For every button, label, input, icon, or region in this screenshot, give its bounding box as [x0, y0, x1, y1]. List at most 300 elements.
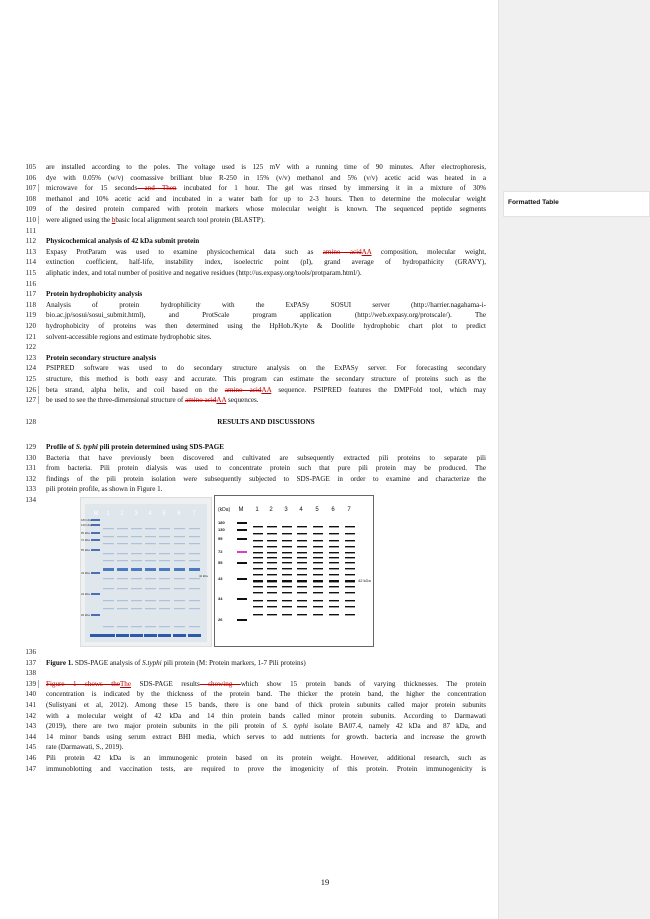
diagram-marker-band — [237, 538, 247, 540]
diagram-band — [282, 614, 292, 615]
deleted-text: Figure 1 shows the — [46, 679, 120, 688]
text-run: beta strand, alpha helix, and coil based on the — [46, 385, 225, 394]
text-run: pili protein profile, as shown in Figure 1. — [46, 485, 163, 494]
diagram-band — [329, 614, 339, 615]
sample-band — [117, 588, 128, 589]
deleted-text: showing — [199, 679, 241, 688]
diagram-band — [329, 586, 339, 587]
text-run: 14 minor bands using serum extract BHI media, which serves to add nutrients for growth. bacteria and increase the growth — [46, 732, 486, 741]
diagram-band — [267, 586, 277, 587]
text-line — [46, 463, 486, 474]
sample-band — [145, 588, 156, 589]
diagram-band — [329, 540, 339, 541]
line-number: 113 — [25, 247, 36, 256]
text-run: RESULTS AND DISCUSSIONS — [217, 418, 315, 426]
diagram-marker-label: 95 — [218, 536, 223, 541]
diagram-band — [345, 562, 355, 563]
diagram-band — [297, 600, 307, 601]
text-line — [46, 300, 486, 311]
diagram-band — [297, 568, 307, 569]
sample-band — [159, 626, 170, 627]
text-line — [46, 689, 486, 700]
line-number: 142 — [25, 711, 36, 720]
text-run: concentration is indicated by the thickness of the protein band. The thicker the protein band, the higher the concentration — [46, 690, 486, 699]
gel-lane-label: 7 — [192, 511, 196, 517]
diagram-marker-band — [237, 529, 247, 531]
sample-band — [117, 568, 128, 571]
text-run: from bacteria. Pili protein dialysis was used to concentrate protein such that pure pili protein may be produced. The — [46, 464, 486, 473]
text-line — [46, 183, 486, 194]
sample-band — [145, 536, 156, 537]
sample-band — [117, 578, 128, 579]
gel-lane-label: 1 — [106, 511, 110, 517]
gel-background — [85, 504, 207, 642]
line-number: 136 — [25, 648, 36, 656]
diagram-lane-label: 5 — [315, 507, 319, 513]
sample-band — [159, 543, 170, 544]
text-run: solvent-accessible regions and estimate hydrophobic sites. — [46, 332, 212, 341]
diagram-band — [313, 606, 323, 607]
diagram-band — [297, 586, 307, 587]
text-line — [46, 374, 486, 385]
change-bar: | — [38, 678, 40, 688]
line-number: 108 — [25, 194, 36, 203]
text-line — [46, 162, 486, 173]
diagram-band — [345, 586, 355, 587]
sample-band — [174, 600, 185, 601]
section-heading — [46, 289, 486, 300]
sample-band — [117, 536, 128, 537]
marker-band — [91, 614, 100, 616]
sample-band — [174, 568, 185, 571]
section-heading — [46, 236, 486, 247]
dye-front — [90, 634, 103, 637]
sample-band — [131, 588, 142, 589]
sample-band — [145, 528, 156, 529]
text-line — [46, 204, 486, 215]
text-run: composition, molecular weight, — [371, 247, 486, 256]
diagram-band — [282, 600, 292, 601]
diagram-band — [345, 600, 355, 601]
sample-band — [189, 608, 200, 609]
text-run: Figure 1. — [46, 658, 74, 667]
sample-band — [103, 578, 114, 579]
sample-band — [159, 568, 170, 571]
diagram-band — [297, 614, 307, 615]
text-run: (Sulistyani et al, 2012). Among these 15 bands, there is one band of thick protein subunits called major protein subunits — [46, 701, 486, 709]
diagram-band — [329, 526, 339, 527]
comment-text: Formatted Table — [508, 199, 559, 206]
text-run: S.typhi — [142, 658, 162, 667]
text-line — [46, 484, 486, 495]
diagram-band — [253, 557, 263, 558]
text-run: were aligned using the — [46, 216, 112, 224]
diagram-band — [345, 533, 355, 534]
diagram-lane-label: 3 — [284, 507, 288, 513]
sample-band — [131, 578, 142, 579]
line-number: 129 — [25, 443, 36, 451]
sample-band — [174, 560, 185, 561]
diagram-band — [345, 580, 355, 582]
line-number: 131 — [25, 464, 36, 473]
marker-band — [91, 519, 100, 521]
diagram-band — [345, 606, 355, 607]
diagram-band — [345, 614, 355, 615]
marker-label: 95 kDa — [81, 531, 90, 535]
sample-band — [103, 626, 114, 627]
diagram-band — [313, 574, 323, 575]
marker-band — [91, 539, 100, 541]
text-run: pili protein determined using SDS-PAGE — [97, 443, 224, 451]
sample-band — [103, 560, 114, 561]
text-run: sequences. — [226, 396, 259, 405]
text-line — [46, 257, 486, 268]
sample-band — [145, 578, 156, 579]
diagram-band — [297, 540, 307, 541]
band-diagram — [214, 495, 374, 647]
dye-front — [144, 634, 157, 637]
diagram-band — [345, 526, 355, 527]
comment-balloon[interactable] — [503, 191, 650, 217]
diagram-band — [313, 586, 323, 587]
sample-band — [117, 626, 128, 627]
sample-band — [131, 600, 142, 601]
dye-front — [188, 634, 201, 637]
marker-band — [91, 572, 100, 574]
diagram-band — [313, 526, 323, 527]
diagram-band — [267, 600, 277, 601]
diagram-band — [313, 562, 323, 563]
diagram-lane-label: M — [238, 507, 244, 513]
sample-band — [189, 600, 200, 601]
marker-label: 55 kDa — [81, 548, 90, 552]
text-line — [46, 332, 486, 343]
diagram-marker-label: 55 — [218, 560, 223, 565]
text-line — [46, 215, 486, 226]
line-number: 137 — [25, 658, 36, 667]
diagram-band — [282, 526, 292, 527]
line-number: 111 — [25, 226, 36, 235]
section-heading — [46, 353, 486, 364]
diagram-band — [313, 614, 323, 615]
sample-band — [103, 600, 114, 601]
text-run: hydrophobicity of proteins was then determined using the HpHob./Kyte & Doolitle hydrophobic chart plot to predict — [46, 322, 486, 330]
diagram-band — [267, 526, 277, 527]
marker-band — [91, 524, 100, 526]
diagram-band — [329, 592, 339, 593]
text-line — [46, 310, 486, 321]
diagram-marker-band — [237, 619, 247, 621]
sample-band — [174, 588, 185, 589]
marker-label: 72 kDa — [81, 538, 90, 542]
diagram-band — [297, 557, 307, 558]
diagram-band — [313, 557, 323, 558]
diagram-band — [282, 540, 292, 541]
diagram-band — [267, 552, 277, 553]
sample-band — [103, 536, 114, 537]
gel-lane-label: 2 — [120, 511, 124, 517]
line-number: 128 — [25, 418, 36, 426]
text-run: Analysis of protein hydrophilicity with the ExPASy SOSUI server (http://harrier.nagahama-i- — [46, 300, 486, 309]
text-run: S. typhi — [75, 443, 98, 451]
line-number: 133 — [25, 485, 36, 494]
diagram-band — [329, 606, 339, 607]
diagram-band — [329, 546, 339, 547]
sample-band — [174, 626, 185, 627]
gel-lane-label: 4 — [148, 511, 152, 517]
sample-band — [103, 553, 114, 554]
diagram-band — [313, 552, 323, 553]
diagram-band — [282, 562, 292, 563]
sample-band — [103, 528, 114, 529]
sample-band — [159, 528, 170, 529]
diagram-marker-label: 72 — [218, 549, 223, 554]
diagram-band — [267, 574, 277, 575]
gel-lane-label: 3 — [134, 511, 138, 517]
line-number: 146 — [25, 754, 36, 762]
sample-band — [131, 536, 142, 537]
text-run: basic local alignment search tool protein (BLASTP). — [115, 216, 265, 224]
diagram-band-label: 42 kDa — [358, 578, 371, 583]
diagram-band — [329, 600, 339, 601]
sample-band — [145, 626, 156, 627]
sample-band — [159, 578, 170, 579]
diagram-band — [345, 546, 355, 547]
marker-band — [91, 532, 100, 534]
diagram-band — [253, 580, 263, 582]
line-number: 117 — [25, 290, 36, 299]
diagram-band — [282, 568, 292, 569]
diagram-marker-band — [237, 598, 247, 600]
sample-band — [145, 608, 156, 609]
sample-band — [189, 553, 200, 554]
diagram-lane-label: 2 — [269, 507, 273, 513]
line-number: 121 — [25, 332, 36, 341]
diagram-marker-label: 130 — [218, 527, 225, 532]
diagram-band — [282, 592, 292, 593]
inserted-text: b — [111, 216, 116, 224]
sample-band — [103, 568, 114, 571]
change-bar: | — [38, 183, 40, 193]
sample-band — [189, 536, 200, 537]
sample-band — [117, 600, 128, 601]
diagram-band — [253, 540, 263, 541]
marker-label: 43 kDa — [81, 571, 90, 575]
text-run: incubated for 1 hour. The gel was rinsed by immersing it in a mixture of 30% — [176, 184, 486, 193]
diagram-band — [297, 606, 307, 607]
deleted-text: and Then — [137, 184, 177, 193]
text-run: SDS-PAGE results — [131, 679, 200, 688]
section-heading — [46, 442, 486, 453]
dye-front — [116, 634, 129, 637]
diagram-band — [329, 580, 339, 582]
text-line — [46, 363, 486, 374]
deleted-text: amino acid — [185, 396, 217, 405]
line-number: 109 — [25, 205, 36, 214]
sample-band — [117, 528, 128, 529]
sample-band — [189, 528, 200, 529]
sample-band — [131, 560, 142, 561]
diagram-band — [329, 562, 339, 563]
marker-band — [91, 593, 100, 595]
inserted-text: AA — [261, 385, 272, 394]
diagram-band — [297, 552, 307, 553]
inserted-text: The — [119, 679, 131, 688]
line-number: 114 — [25, 258, 36, 267]
inserted-text: AA — [216, 396, 227, 405]
line-number: 122 — [25, 343, 36, 352]
text-line — [46, 268, 486, 279]
diagram-band — [345, 568, 355, 569]
diagram-band — [345, 557, 355, 558]
text-run: be used to see the three-dimensional structure of — [46, 396, 186, 405]
line-number: 127 — [25, 396, 36, 405]
diagram-band — [297, 526, 307, 527]
text-run: immunoblotting and vaccination tests, are required to prove the imogenicity of this protein. Protein immunogenicity is — [46, 764, 486, 773]
text-run: Protein secondary structure analysis — [46, 353, 157, 362]
diagram-marker-label: 26 — [218, 617, 223, 622]
diagram-band — [329, 574, 339, 575]
diagram-band — [313, 533, 323, 534]
sample-band — [131, 543, 142, 544]
gel-side-label: 42 kDa — [199, 574, 208, 578]
text-run: Protein hydrophobicity analysis — [46, 290, 143, 299]
text-run: Pili protein 42 kDa is an immunogenic protein based on its protein weight. However, additional research, such as — [46, 754, 486, 762]
band-diagram-svg — [215, 496, 373, 646]
sample-band — [189, 588, 200, 589]
text-run: which show 15 protein bands of varying thicknesses. The protein — [240, 679, 486, 688]
text-run: PSIPRED software was used to do secondary structure analysis on the ExPASy server. For forecasting secondary — [46, 364, 486, 373]
sample-band — [117, 560, 128, 561]
sample-band — [117, 543, 128, 544]
sample-band — [159, 560, 170, 561]
sample-band — [117, 608, 128, 609]
text-line — [46, 753, 486, 764]
text-line — [46, 194, 486, 205]
diagram-lane-label: 1 — [255, 507, 259, 513]
gel-lane-label: M — [93, 511, 99, 517]
diagram-marker-band — [237, 522, 247, 524]
change-bar: | — [38, 384, 40, 394]
text-line — [46, 247, 486, 258]
text-run: bio.ac.jp/sosui/sosui_submit.html), and ProtScale program application (http://web.expasy.org/protscale/). The — [46, 311, 486, 320]
diagram-band — [282, 533, 292, 534]
sample-band — [145, 560, 156, 561]
text-line — [46, 764, 486, 775]
line-number: 147 — [25, 764, 36, 773]
diagram-band — [313, 546, 323, 547]
diagram-band — [267, 533, 277, 534]
text-line — [46, 385, 486, 396]
figure-1 — [80, 497, 375, 645]
text-run: dye with 0.05% (w/v) coomassive brilliant blue R-250 in 15% (v/v) methanol and 5% (v/v) acetic acid was heated in a — [46, 173, 486, 182]
text-run: pili protein (M: Protein markers, 1-7 Pili proteins) — [161, 658, 306, 667]
diagram-marker-band — [237, 578, 247, 580]
sample-band — [174, 608, 185, 609]
text-run: rate (Darmawati, S., 2019). — [46, 743, 124, 752]
sample-band — [103, 543, 114, 544]
diagram-band — [253, 592, 263, 593]
text-run: findings of the pili protein isolation were subsequently subjected to SDS-PAGE in order to examine and characterize the — [46, 474, 486, 483]
diagram-band — [267, 546, 277, 547]
sds-page-gel-photo — [80, 497, 212, 647]
diagram-band — [282, 546, 292, 547]
line-number: 123 — [25, 353, 36, 362]
diagram-band — [282, 557, 292, 558]
diagram-band — [282, 580, 292, 582]
sample-band — [145, 543, 156, 544]
figure-caption — [46, 658, 486, 669]
diagram-band — [253, 568, 263, 569]
diagram-band — [253, 606, 263, 607]
sample-band — [189, 568, 200, 571]
diagram-band — [267, 614, 277, 615]
line-number: 116 — [25, 279, 36, 288]
text-line — [46, 679, 486, 690]
diagram-band — [267, 592, 277, 593]
text-run: structure, this method is both easy and accurate. This program can estimate the secondary structure of proteins such as the — [46, 375, 486, 383]
diagram-band — [253, 586, 263, 587]
comment-pane — [498, 0, 650, 919]
diagram-band — [282, 606, 292, 607]
line-number: 141 — [25, 701, 36, 709]
diagram-band — [345, 540, 355, 541]
marker-label: 180 kDa — [81, 518, 92, 522]
sample-band — [159, 588, 170, 589]
diagram-marker-label: 43 — [218, 576, 223, 581]
line-number: 126 — [25, 385, 36, 394]
sample-band — [159, 608, 170, 609]
diagram-band — [297, 574, 307, 575]
sample-band — [159, 600, 170, 601]
change-bar: | — [38, 395, 40, 405]
diagram-band — [253, 546, 263, 547]
diagram-band — [313, 580, 323, 582]
diagram-band — [313, 600, 323, 601]
text-run: are installed according to the poles. The voltage used is 125 mV with a running time of 90 minutes. After electrophoresis, — [46, 163, 486, 171]
sample-band — [159, 536, 170, 537]
marker-band — [91, 549, 100, 551]
line-number: 119 — [25, 311, 36, 320]
sample-band — [174, 578, 185, 579]
sample-band — [131, 626, 142, 627]
diagram-band — [267, 562, 277, 563]
diagram-band — [345, 552, 355, 553]
text-run: SDS-PAGE analysis of — [73, 658, 143, 667]
sample-band — [145, 568, 156, 571]
diagram-band — [253, 600, 263, 601]
sample-band — [117, 553, 128, 554]
line-number: 138 — [25, 669, 36, 678]
diagram-band — [329, 568, 339, 569]
diagram-band — [345, 592, 355, 593]
text-run: extinction coefficient, half-life, instability index, isoelectric point (pI), grand average of hydropathicity (GRAVY), — [46, 258, 486, 267]
line-number: 112 — [25, 237, 36, 246]
diagram-band — [329, 552, 339, 553]
text-line — [46, 711, 486, 722]
diagram-band — [267, 540, 277, 541]
sample-band — [174, 536, 185, 537]
diagram-band — [253, 574, 263, 575]
dye-front — [173, 634, 186, 637]
line-number: 143 — [25, 722, 36, 731]
change-bar: | — [38, 215, 40, 224]
line-number: 132 — [25, 474, 36, 483]
line-number: 124 — [25, 364, 36, 373]
text-run: S. typhi — [282, 722, 309, 731]
diagram-band — [267, 606, 277, 607]
diagram-band — [313, 540, 323, 541]
